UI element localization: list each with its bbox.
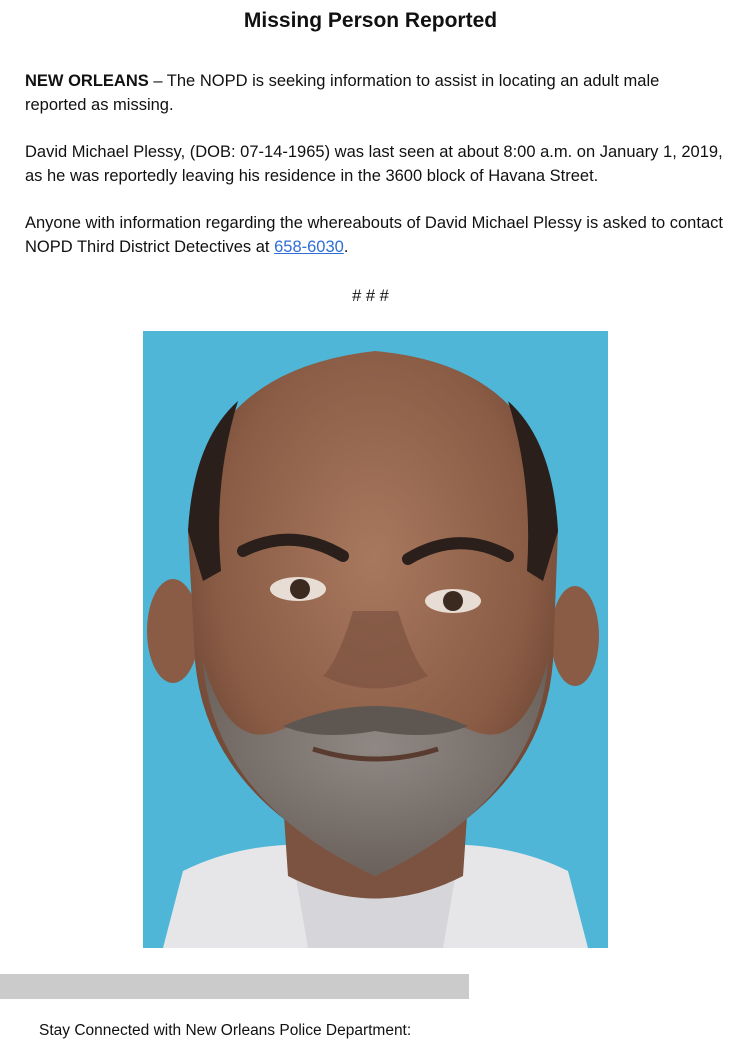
paragraph-intro (25, 69, 725, 117)
details-text: David Michael Plessy, (DOB: 07-14-1965) was last seen at about 8:00 a.m. on January 1, 2019, as he was reportedly leaving his residence in the 3600 block of Havana Street. (25, 143, 723, 185)
person-photo (143, 331, 608, 948)
paragraph-details (25, 140, 725, 188)
intro-text: – The NOPD is seeking information to assist in locating an adult male reported as missing. (25, 72, 660, 114)
phone-link[interactable]: 658-6030 (274, 238, 344, 256)
dateline: NEW ORLEANS (25, 72, 149, 90)
section-separator: # # # (352, 287, 389, 305)
page-title: Missing Person Reported (243, 9, 498, 32)
contact-text: Anyone with information regarding the whereabouts of David Michael Plessy is asked to contact NOPD Third District Detectives at (25, 214, 723, 256)
contact-text-end: . (343, 238, 349, 256)
divider-bar (0, 974, 469, 999)
paragraph-contact (25, 211, 725, 259)
footer-text: Stay Connected with New Orleans Police Department: (39, 1022, 412, 1039)
